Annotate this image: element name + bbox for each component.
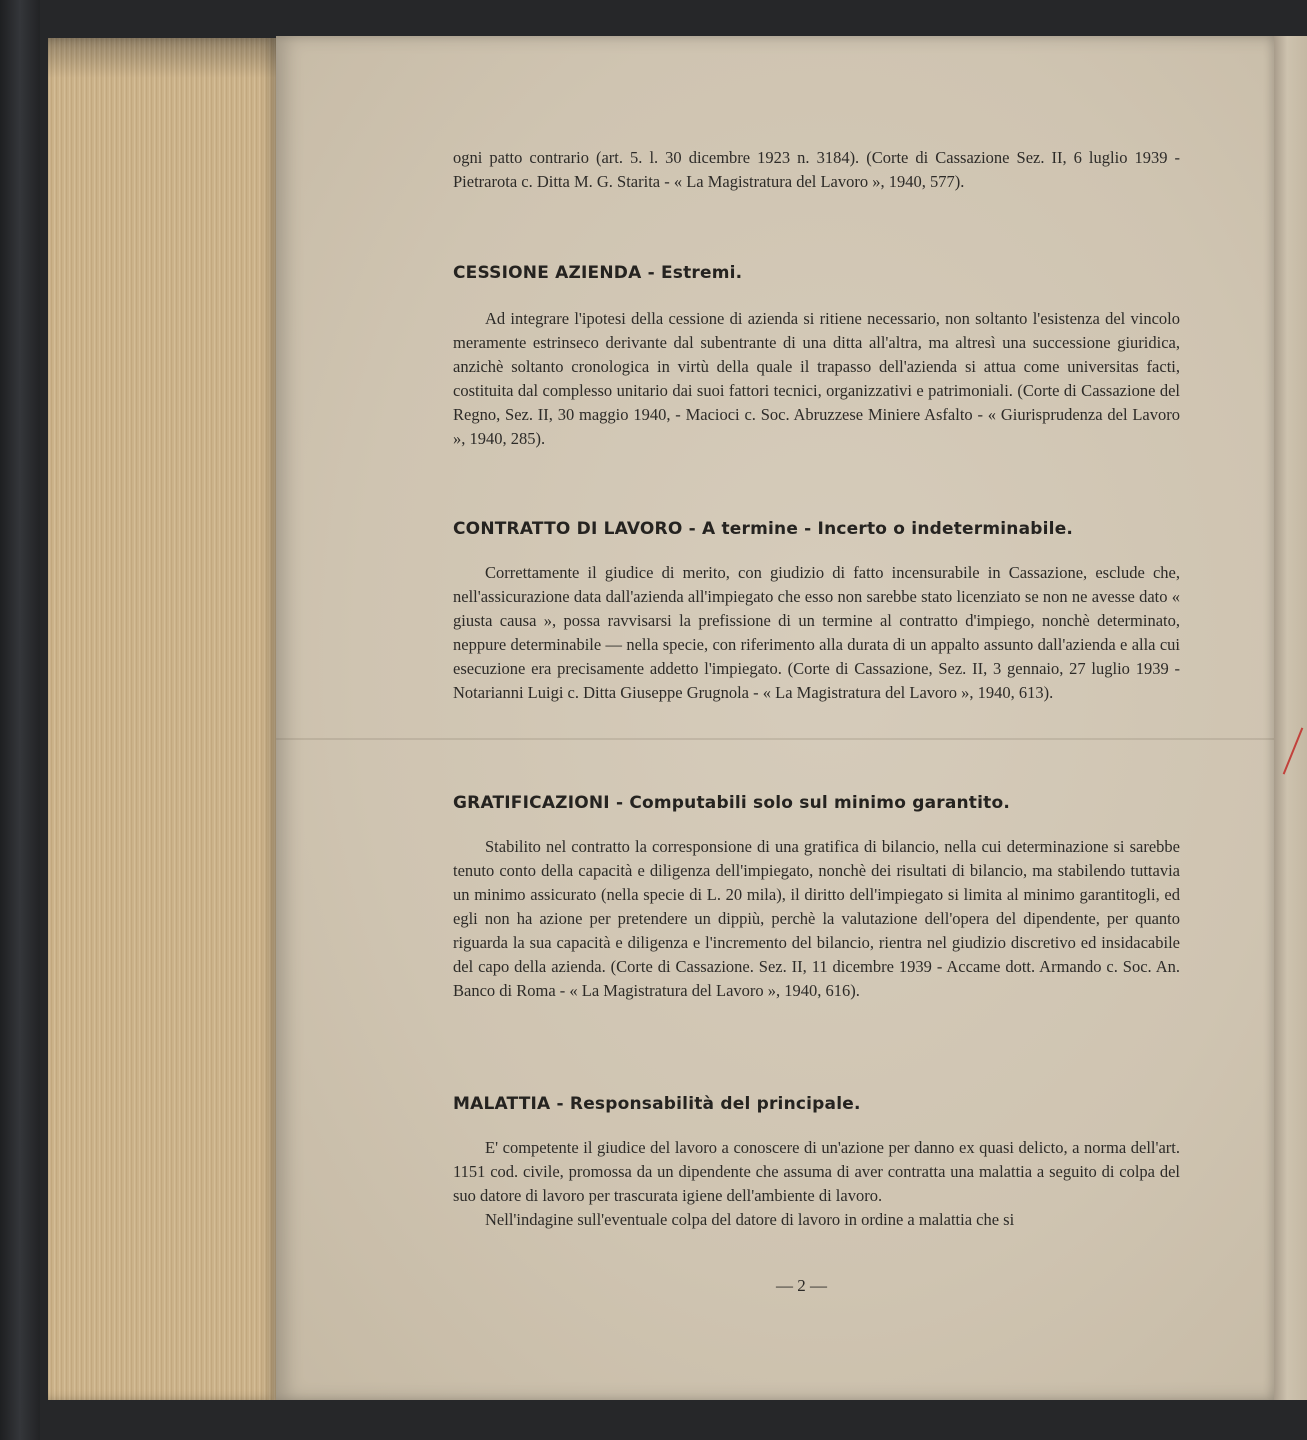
page-number: — 2 —: [776, 1276, 827, 1295]
intro-paragraph: [453, 146, 1180, 194]
paragraph: Nell'indagine sull'eventuale colpa del datore di lavoro in ordine a malattia che si: [485, 1210, 1015, 1229]
paragraph: Stabilito nel contratto la corresponsione di una gratifica di bilancio, nella cui determinazione si sarebbe tenuto conto della capacità e diligenza dell'impiegato, nonchè dei risultati di bilancio, ma stabilendo tuttavia un minimo assicurato (nella specie di L. 20 mila), il diritto dell'impiegato si limita al minimo garantitogli, ed egli non ha azione per pretendere un dippiù, perchè la valutazione dell'opera del dipendente, per quanto riguarda la sua capacità e diligenza e l'incremento del bilancio, rientra nel giudizio discretivo ed insidacabile del capo della azienda. (Corte di Cassazione. Sez. II, 11 dicembre 1939 - Accame dott. Armando c. Soc. An. Banco di Roma - « La Magistratura del Lavoro », 1940, 616).: [453, 837, 1180, 1000]
intro-text: ogni patto contrario (art. 5. l. 30 dicembre 1923 n. 3184). (Corte di Cassazione Sez. II, 6 luglio 1939 - Pietrarota c. Ditta M. G. Starita - « La Magistratura del Lavoro », 1940, 577).: [453, 148, 1180, 191]
section-body-gratificazioni: [453, 835, 1180, 1003]
paragraph: E' competente il giudice del lavoro a conoscere di un'azione per danno ex quasi delicto, a norma dell'art. 1151 cod. civile, promossa da un dipendente che assuma di aver contratta una malattia a seguito di colpa del suo datore di lavoro per trascurata igiene dell'ambiente di lavoro.: [453, 1138, 1180, 1205]
page-fold-line: [276, 738, 1274, 740]
section-body-malattia: [453, 1136, 1180, 1232]
section-title-contratto: CONTRATTO DI LAVORO - A termine - Incerto o indeterminabile.: [453, 519, 1074, 539]
page-edges-stack: [48, 38, 276, 1400]
next-page-edge: [1274, 36, 1307, 1400]
section-title-cessione: CESSIONE AZIENDA - Estremi.: [453, 263, 743, 283]
section-body-cessione: [453, 307, 1180, 451]
section-body-contratto: [453, 561, 1180, 705]
paragraph: Ad integrare l'ipotesi della cessione di azienda si ritiene necessario, non soltanto l'esistenza del vincolo meramente estrinseco derivante dal subentrante di una ditta all'altra, ma altresì una successione giuridica, anzichè soltanto cronologica in virtù della quale il trapasso dell'azienda si attua come universitas facti, costituita dal complesso unitario dai suoi fattori tecnici, organizzativi e patrimoniali. (Corte di Cassazione del Regno, Sez. II, 30 maggio 1940, - Macioci c. Soc. Abruzzese Miniere Asfalto - « Giurisprudenza del Lavoro », 1940, 285).: [453, 309, 1180, 448]
red-pencil-mark: [1283, 727, 1304, 774]
section-title-gratificazioni: GRATIFICAZIONI - Computabili solo sul minimo garantito.: [453, 793, 1011, 813]
book-binding: [0, 0, 40, 1440]
paragraph: Correttamente il giudice di merito, con giudizio di fatto incensurabile in Cassazione, esclude che, nell'assicurazione data dall'azienda all'impiegato che esso non sarebbe stato licenziato se non ne avesse dato « giusta causa », possa ravvisarsi la prefissione di un termine al contratto d'impiego, nonchè determinato, neppure determinabile — nella specie, con riferimento alla durata di un appalto assunto dall'azienda e alla cui esecuzione era precisamente addetto l'impiegato. (Corte di Cassazione, Sez. II, 3 gennaio, 27 luglio 1939 - Notarianni Luigi c. Ditta Giuseppe Grugnola - « La Magistratura del Lavoro », 1940, 613).: [453, 563, 1180, 702]
section-title-malattia: MALATTIA - Responsabilità del principale.: [453, 1094, 861, 1114]
